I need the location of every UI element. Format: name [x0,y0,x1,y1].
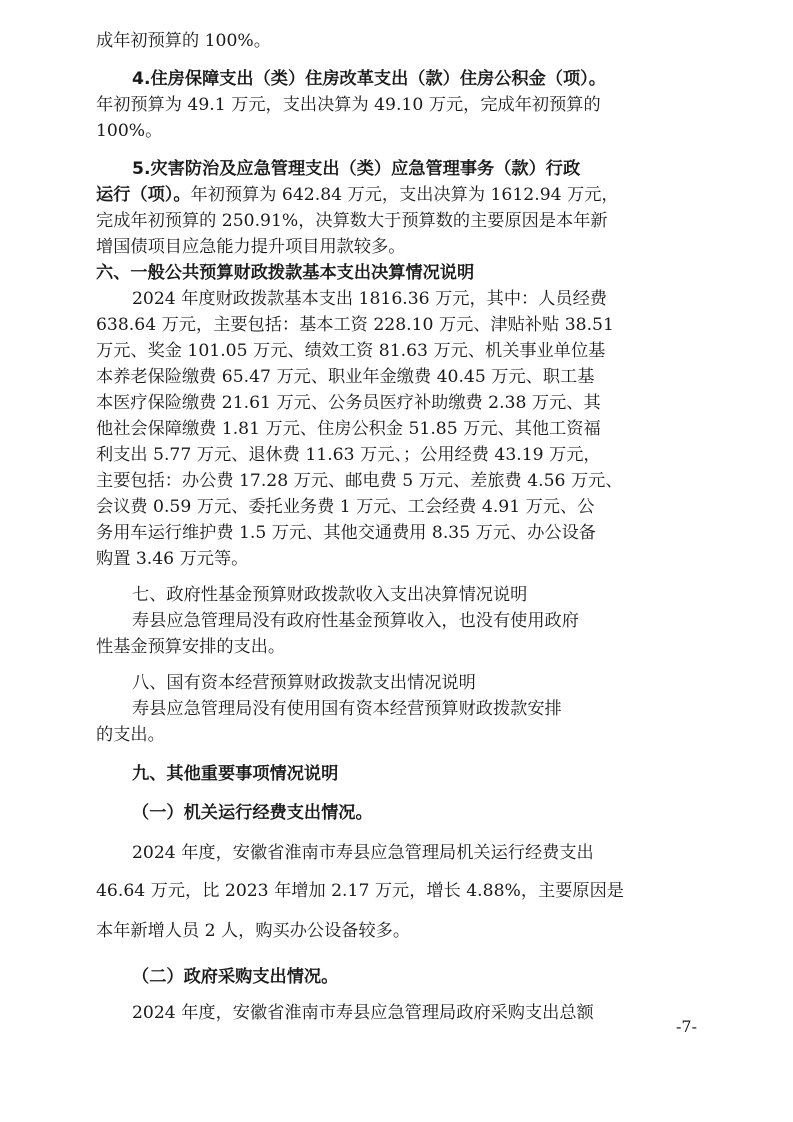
text-line [96,634,700,660]
text-line [96,390,700,416]
text-segment: 万元、奖金 101.05 万元、绩效工资 81.63 万元、机关事业单位基 [96,341,606,361]
text-line [96,312,700,338]
page-number: -7- [676,1017,697,1036]
text-segment: 本养老保险缴费 65.47 万元、职业年金缴费 40.45 万元、职工基 [96,367,595,387]
text-line [96,260,700,286]
text-segment: 利支出 5.77 万元、退休费 11.63 万元、；公用经费 43.19 万元， [96,445,601,465]
text-segment: 的支出。 [96,725,165,745]
text-line [96,208,700,234]
bold-text-segment: 运行（项）。 [96,185,191,205]
text-line [96,964,736,990]
text-line [96,761,736,787]
text-line [96,416,700,442]
text-line [96,118,700,144]
text-line [96,670,736,696]
text-segment: 638.64 万元，主要包括：基本工资 228.10 万元、津贴补贴 38.51 [96,315,614,335]
text-segment: 46.64 万元，比 2023 年增加 2.17 万元，增长 4.88%，主要原因是 [96,881,624,901]
text-line [96,918,700,944]
text-segment: 增国债项目应急能力提升项目用款较多。 [96,237,406,257]
text-line [96,182,700,208]
text-line [96,520,700,546]
text-segment: 2024 年度，安徽省淮南市寿县应急管理局政府采购支出总额 [132,1003,594,1023]
text-segment: 本医疗保险缴费 21.61 万元、公务员医疗补助缴费 2.38 万元、其 [96,393,601,413]
bold-text-segment: 九、其他重要事项情况说明 [132,764,339,784]
text-segment: 寿县应急管理局没有政府性基金预算收入，也没有使用政府 [132,611,579,631]
text-line [96,66,736,92]
text-line [96,878,700,904]
text-line [96,468,700,494]
text-line [96,722,700,748]
text-line [96,800,736,826]
text-segment: 2024 年度财政拨款基本支出 1816.36 万元，其中：人员经费 [132,289,607,309]
text-line [96,364,700,390]
text-segment: 100%。 [96,121,163,141]
text-segment: 八、国有资本经营预算财政拨款支出情况说明 [132,673,476,693]
text-segment: 寿县应急管理局没有使用国有资本经营预算财政拨款安排 [132,699,562,719]
text-line [96,338,700,364]
text-line [96,1000,736,1026]
text-line [96,608,736,634]
text-segment: 性基金预算安排的支出。 [96,637,286,657]
text-line [96,442,700,468]
text-segment: 七、政府性基金预算财政拨款收入支出决算情况说明 [132,585,528,605]
text-segment: 他社会保障缴费 1.81 万元、住房公积金 51.85 万元、其他工资福 [96,419,601,439]
bold-text-segment: 5.灾害防治及应急管理支出（类）应急管理事务（款）行政 [132,159,581,179]
text-segment: 完成年初预算的 250.91%，决算数大于预算数的主要原因是本年新 [96,211,608,231]
text-segment: 年初预算为 49.1 万元，支出决算为 49.10 万元，完成年初预算的 [96,95,601,115]
bold-text-segment: （一）机关运行经费支出情况。 [132,803,373,823]
text-line [96,156,736,182]
bold-text-segment: 六、一般公共预算财政拨款基本支出决算情况说明 [96,263,475,283]
text-line [96,92,700,118]
text-line [96,494,700,520]
text-segment: 会议费 0.59 万元、委托业务费 1 万元、工会经费 4.91 万元、公 [96,497,595,517]
bold-text-segment: 4.住房保障支出（类）住房改革支出（款）住房公积金（项）。 [132,69,606,89]
text-line [96,234,700,260]
text-segment: 成年初预算的 100%。 [96,31,271,51]
text-line [96,28,700,54]
text-line [96,582,736,608]
text-segment: 2024 年度，安徽省淮南市寿县应急管理局机关运行经费支出 [132,843,594,863]
text-segment: 本年新增人员 2 人，购买办公设备较多。 [96,921,411,941]
text-line [96,696,736,722]
text-segment: 务用车运行维护费 1.5 万元、其他交通费用 8.35 万元、办公设备 [96,523,596,543]
bold-text-segment: （二）政府采购支出情况。 [132,967,339,987]
text-line [96,840,736,866]
text-segment: 主要包括：办公费 17.28 万元、邮电费 5 万元、差旅费 4.56 万元、 [96,471,623,491]
text-segment: 购置 3.46 万元等。 [96,549,249,569]
text-segment: 年初预算为 642.84 万元，支出决算为 1612.94 万元， [190,185,619,205]
text-line [96,546,700,572]
text-line [96,286,736,312]
